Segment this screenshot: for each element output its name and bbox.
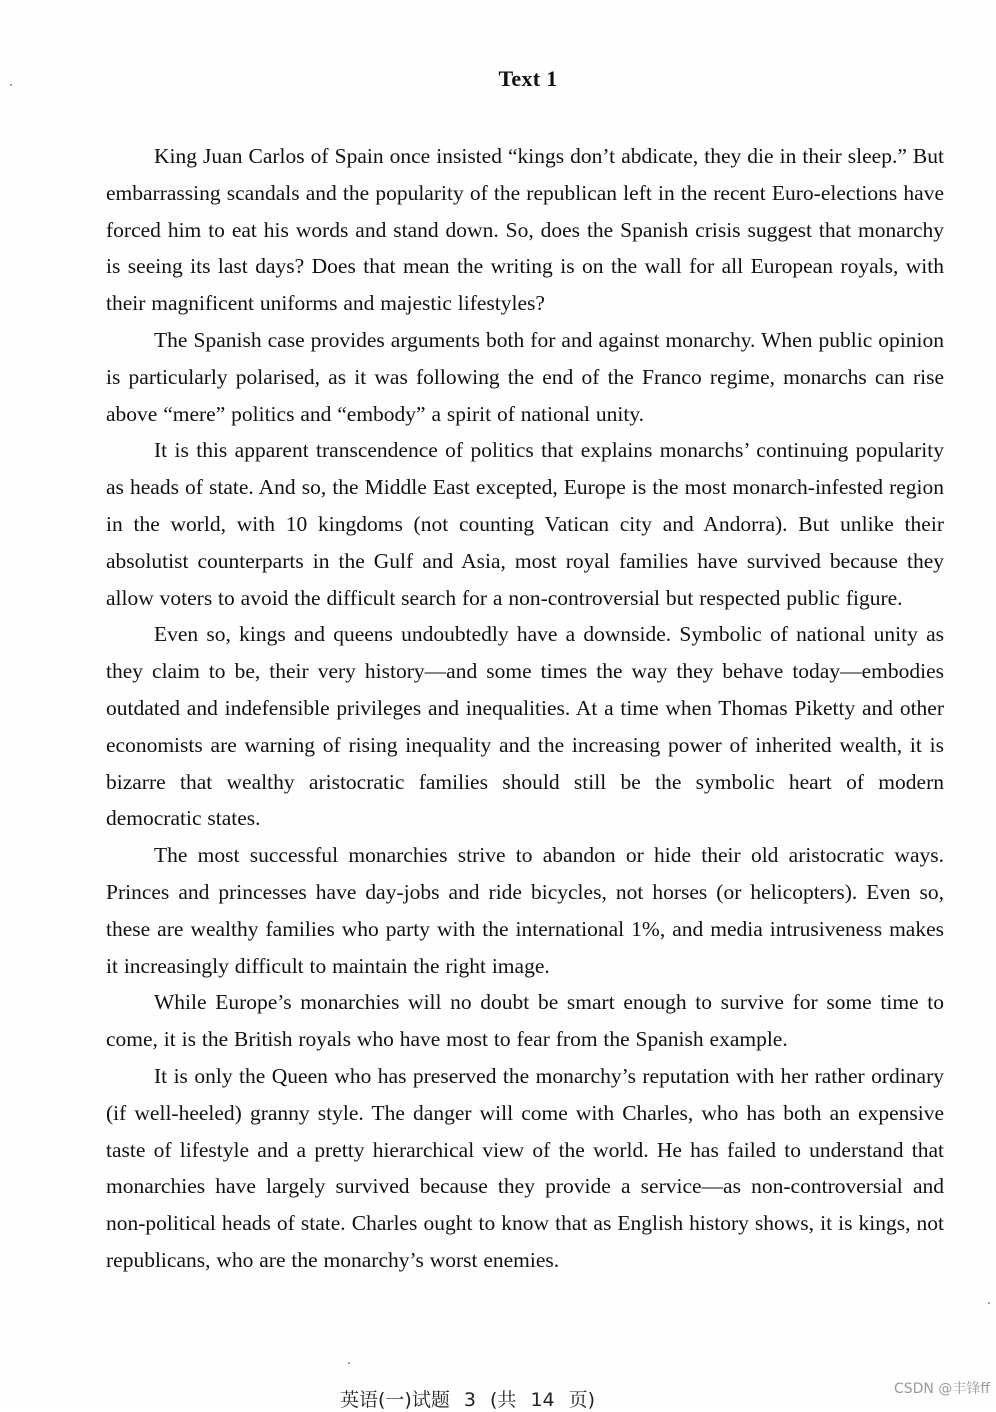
paragraph-2: The Spanish case provides arguments both for and against monarchy. When public opinion is particularly polarised, as it was following the end of the Franco regime, monarchs can rise above “mere” politics and “embody” a spirit of national unity.: [106, 327, 944, 426]
source-watermark: CSDN @丰锋ff: [893, 1381, 990, 1397]
text-title: Text 1: [498, 66, 558, 91]
scan-speck: [348, 1362, 350, 1364]
page-footer: 英语(一)试题 3 (共 14 页): [340, 1389, 596, 1411]
paragraph-1: King Juan Carlos of Spain once insisted “kings don’t abdicate, they die in their sleep.” But embarrassing scandals and the popularity of the republican left in the recent Euro-elections have forced him to eat his words and stand down. So, does the Spanish crisis suggest that monarchy is seeing its last days? Does that mean the writing is on the wall for all European royals, with their magnificent uniforms and majestic lifestyles?: [106, 144, 944, 316]
paragraph-3: It is this apparent transcendence of politics that explains monarchs’ continuing popularity as heads of state. And so, the Middle East excepted, Europe is the most monarch-infested region in the world, with 10 kingdoms (not counting Vatican city and Andorra). But unlike their absolutist counterparts in the Gulf and Asia, most royal families have survived because they allow voters to avoid the difficult search for a non-controversial but respected public figure.: [106, 438, 944, 610]
article-body: [106, 138, 944, 1279]
paragraph-7: It is only the Queen who has preserved the monarchy’s reputation with her rather ordinary (if well-heeled) granny style. The danger will come with Charles, who has both an expensive taste of lifestyle and a pretty hierarchical view of the world. He has failed to understand that monarchies have largely survived because they provide a service—as non-controversial and non-political heads of state. Charles ought to know that as English history shows, it is kings, not republicans, who are the monarchy’s worst enemies.: [106, 1063, 944, 1272]
paragraph-5: The most successful monarchies strive to abandon or hide their old aristocratic ways. Princes and princesses have day-jobs and ride bicycles, not horses (or helicopters). Even so, these are wealthy families who party with the international 1%, and media intrusiveness makes it increasingly difficult to maintain the right image.: [106, 843, 944, 978]
scan-speck: [988, 1302, 990, 1304]
paragraph-6: While Europe’s monarchies will no doubt be smart enough to survive for some time to come, it is the British royals who have most to fear from the Spanish example.: [106, 990, 944, 1052]
scan-speck: [10, 84, 12, 86]
paragraph-4: Even so, kings and queens undoubtedly have a downside. Symbolic of national unity as they claim to be, their very history—and some times the way they behave today—embodies outdated and indefensible privileges and inequalities. At a time when Thomas Piketty and other economists are warning of rising inequality and the increasing power of inherited wealth, it is bizarre that wealthy aristocratic families should still be the symbolic heart of modern democratic states.: [106, 622, 944, 831]
